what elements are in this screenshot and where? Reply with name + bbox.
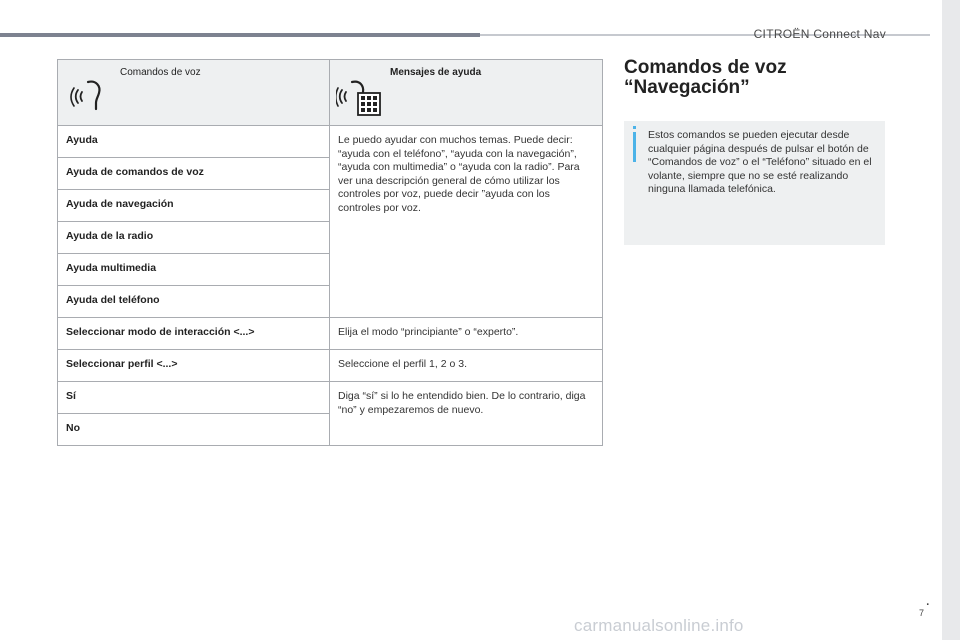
header-title: CITROËN Connect Nav [753,27,886,41]
voice-commands-table [57,59,603,446]
help-messages-icon [336,76,382,120]
table-row [58,350,603,382]
section-title [624,58,914,98]
response-cell: Elija el modo “principiante” o “experto”. [330,318,603,350]
command-cell: Ayuda del teléfono [58,286,330,318]
side-strip [942,0,960,640]
info-icon [633,132,636,162]
page-dot: . [925,592,930,609]
voice-command-icon [70,76,110,116]
response-cell: Diga “sí” si lo he entendido bien. De lo contrario, diga “no” y empezaremos de nuevo. [330,382,603,446]
table-row [58,318,603,350]
command-cell: Ayuda de navegación [58,190,330,222]
command-cell: Sí [58,382,330,414]
response-cell: Seleccione el perfil 1, 2 o 3. [330,350,603,382]
table-row [58,126,603,158]
header-messages-label: Mensajes de ayuda [390,67,482,78]
command-cell: Ayuda de la radio [58,222,330,254]
table-row [58,382,603,414]
command-cell: Seleccionar perfil <...> [58,350,330,382]
info-text: Estos comandos se pueden ejecutar desde cualquier página después de pulsar el botón de “Comandos de voz” o el “Teléfono” situado en el volante, siempre que no se esté realizando ninguna llamada telefónica. [648,129,872,195]
watermark: carmanualsonline.info [574,616,744,635]
page-number: 7 [918,608,924,618]
section-title-line1: Comandos de voz [624,57,787,78]
command-cell: Ayuda de comandos de voz [58,158,330,190]
command-cell: No [58,414,330,446]
header-cell-messages [330,60,603,126]
header-commands-label: Comandos de voz [120,67,201,78]
header-rule [0,33,480,37]
command-cell: Seleccionar modo de interacción <...> [58,318,330,350]
table-header-row [58,60,603,126]
info-icon-dot [633,126,636,129]
response-cell: Le puedo ayudar con muchos temas. Puede decir: “ayuda con el teléfono”, “ayuda con la navegación”, “ayuda con multimedia” o “ayuda con la radio”. Para ver una descripción general de cómo utilizar los controles por voz, puede decir ”ayuda con los controles por voz. [330,126,603,318]
header-cell-commands [58,60,330,126]
command-cell: Ayuda multimedia [58,254,330,286]
section-title-line2: “Navegación” [624,77,750,98]
info-box [624,121,885,245]
command-cell: Ayuda [58,126,330,158]
